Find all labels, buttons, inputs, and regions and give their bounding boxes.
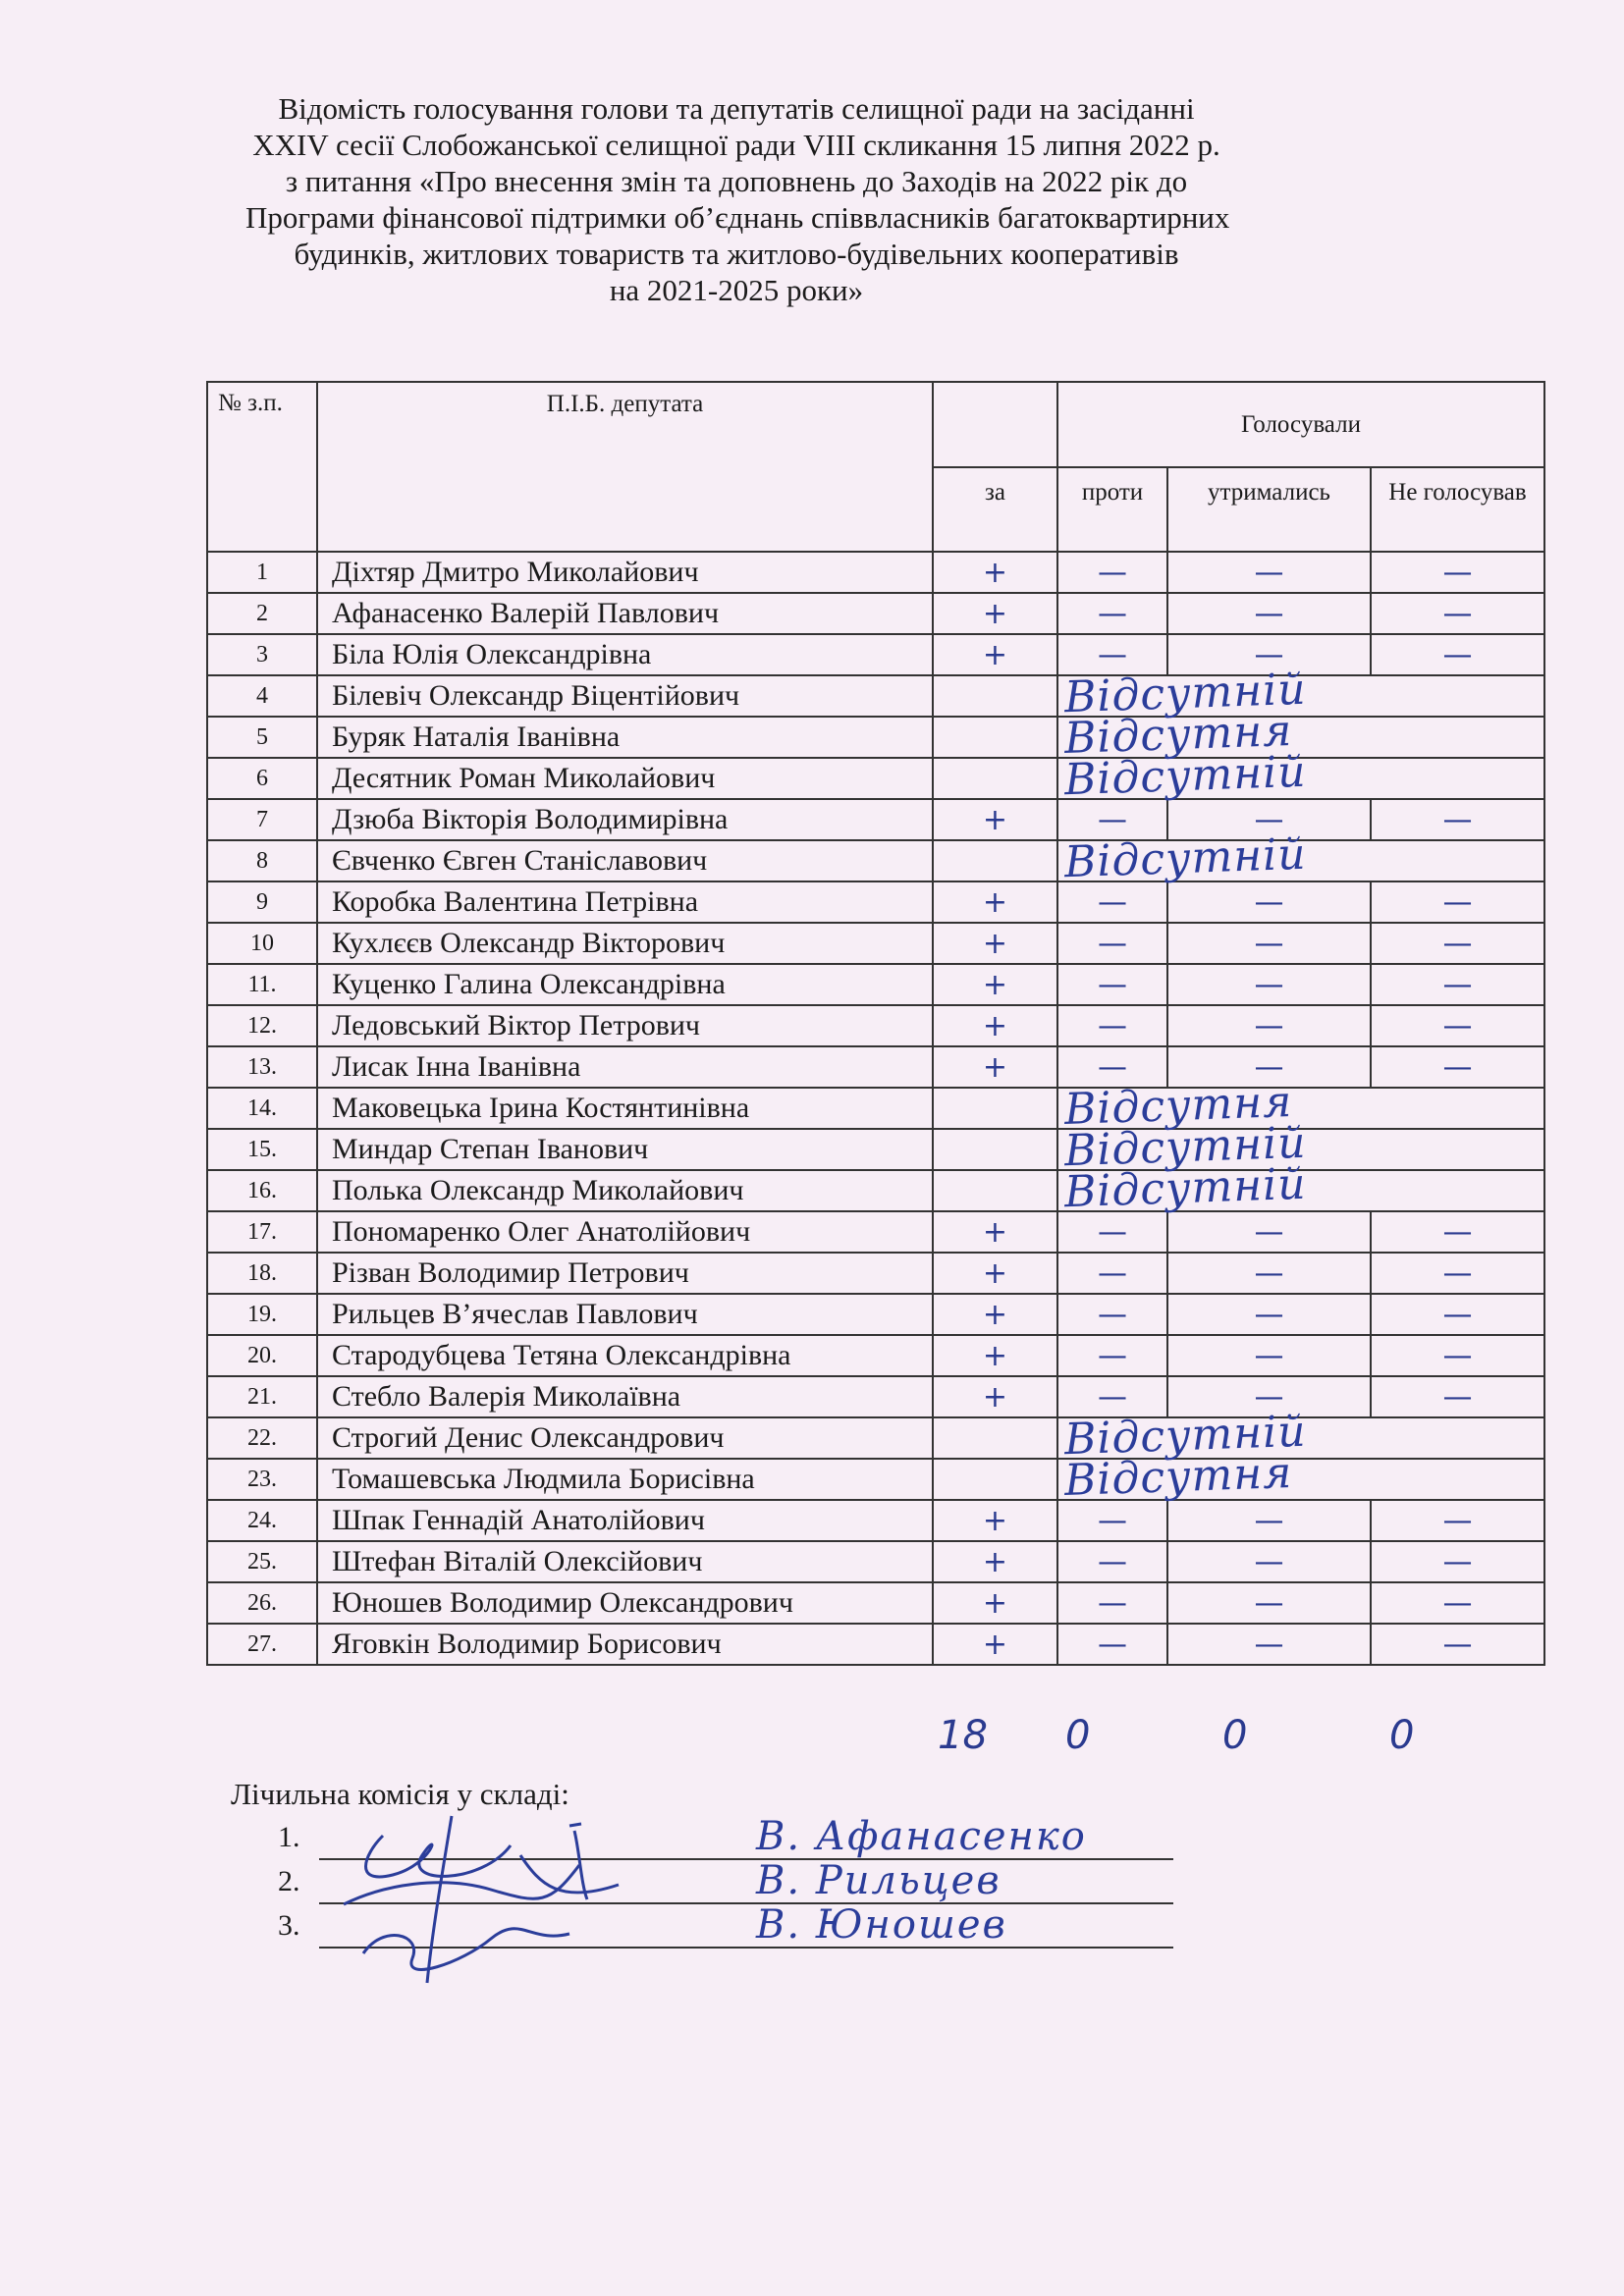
vote-ne-holosuvav: — (1371, 1582, 1544, 1624)
row-number: 21. (207, 1376, 317, 1417)
voting-table (206, 381, 1545, 1666)
row-number: 26. (207, 1582, 317, 1624)
vote-za: + (933, 881, 1057, 923)
vote-ne-holosuvav: — (1371, 1500, 1544, 1541)
vote-utrymalysia: — (1167, 1376, 1371, 1417)
vote-proty: — (1057, 1253, 1167, 1294)
vote-proty: — (1057, 1582, 1167, 1624)
absent-cell (1057, 828, 1544, 888)
table-row (207, 1582, 1544, 1624)
vote-proty: — (1057, 552, 1167, 593)
absent-note: Відсутній (1063, 1406, 1308, 1466)
vote-proty: — (1057, 964, 1167, 1005)
row-number: 11. (207, 964, 317, 1005)
deputy-name: Шпак Геннадій Анатолійович (317, 1500, 933, 1541)
vote-proty: — (1057, 1541, 1167, 1582)
row-number: 6 (207, 758, 317, 799)
deputy-name: Різван Володимир Петрович (317, 1253, 933, 1294)
voting-table-body (207, 552, 1544, 1665)
vote-za (933, 1459, 1057, 1500)
vote-ne-holosuvav: — (1371, 1541, 1544, 1582)
vote-utrymalysia: — (1167, 634, 1371, 675)
vote-za (933, 1417, 1057, 1459)
deputy-name: Маковецька Ірина Костянтинівна (317, 1088, 933, 1129)
row-number: 25. (207, 1541, 317, 1582)
col-header-proty: проти (1057, 467, 1167, 552)
handwritten-signatures (324, 1796, 717, 1993)
table-row (207, 717, 1544, 758)
vote-za: + (933, 964, 1057, 1005)
vote-za: + (933, 1294, 1057, 1335)
vote-za: + (933, 799, 1057, 840)
commission-member-name: В. Рильцев (756, 1858, 1001, 1903)
row-number: 3 (207, 634, 317, 675)
vote-proty: — (1057, 593, 1167, 634)
vote-ne-holosuvav: — (1371, 1376, 1544, 1417)
vote-utrymalysia: — (1167, 1294, 1371, 1335)
vote-proty: — (1057, 923, 1167, 964)
vote-ne-holosuvav: — (1371, 881, 1544, 923)
vote-za (933, 1129, 1057, 1170)
col-header-name: П.І.Б. депутата (317, 382, 933, 552)
vote-za (933, 1170, 1057, 1211)
absent-cell (1057, 746, 1544, 806)
vote-proty: — (1057, 1376, 1167, 1417)
vote-proty: — (1057, 1335, 1167, 1376)
vote-ne-holosuvav: — (1371, 552, 1544, 593)
title-line: з питання «Про внесення змін та доповнень до Заходів на 2022 рік до (285, 164, 1188, 198)
vote-utrymalysia: — (1167, 964, 1371, 1005)
deputy-name: Пономаренко Олег Анатолійович (317, 1211, 933, 1253)
deputy-name: Ледовський Віктор Петрович (317, 1005, 933, 1046)
table-row (207, 1335, 1544, 1376)
vote-za: + (933, 1500, 1057, 1541)
deputy-name: Коробка Валентина Петрівна (317, 881, 933, 923)
row-number: 16. (207, 1170, 317, 1211)
absent-note: Відсутня (1063, 705, 1294, 765)
vote-proty: — (1057, 1211, 1167, 1253)
vote-za (933, 840, 1057, 881)
table-row (207, 1129, 1544, 1170)
vote-utrymalysia: — (1167, 1046, 1371, 1088)
table-row (207, 1088, 1544, 1129)
vote-ne-holosuvav: — (1371, 1624, 1544, 1665)
row-number: 20. (207, 1335, 317, 1376)
deputy-name: Строгий Денис Олександрович (317, 1417, 933, 1459)
vote-za: + (933, 1253, 1057, 1294)
col-header-blank (933, 382, 1057, 467)
absent-note: Відсутній (1063, 1117, 1308, 1177)
vote-za: + (933, 1582, 1057, 1624)
total-proty: 0 (1065, 1713, 1091, 1758)
table-row (207, 881, 1544, 923)
vote-utrymalysia: — (1167, 1253, 1371, 1294)
table-row (207, 1211, 1544, 1253)
vote-za (933, 1088, 1057, 1129)
vote-ne-holosuvav: — (1371, 923, 1544, 964)
vote-za: + (933, 593, 1057, 634)
deputy-name: Буряк Наталія Іванівна (317, 717, 933, 758)
row-number: 8 (207, 840, 317, 881)
vote-za: + (933, 923, 1057, 964)
absent-note: Відсутній (1063, 664, 1308, 723)
vote-za: + (933, 1624, 1057, 1665)
title-line: Програми фінансової підтримки об’єднань співвласників багатоквартирних (245, 200, 1230, 235)
col-header-za: за (933, 467, 1057, 552)
vote-proty: — (1057, 1500, 1167, 1541)
title-line: Відомість голосування голови та депутатів селищної ради на засіданні (278, 91, 1195, 126)
vote-utrymalysia: — (1167, 1005, 1371, 1046)
table-row (207, 1376, 1544, 1417)
table-row (207, 1459, 1544, 1500)
vote-proty: — (1057, 881, 1167, 923)
table-row (207, 840, 1544, 881)
vote-ne-holosuvav: — (1371, 799, 1544, 840)
row-number: 23. (207, 1459, 317, 1500)
row-number: 27. (207, 1624, 317, 1665)
row-number: 18. (207, 1253, 317, 1294)
deputy-name: Лисак Інна Іванівна (317, 1046, 933, 1088)
vote-ne-holosuvav: — (1371, 1005, 1544, 1046)
vote-proty: — (1057, 799, 1167, 840)
total-ne-holosuvav: 0 (1389, 1713, 1415, 1758)
title-line: на 2021-2025 роки» (609, 273, 864, 307)
vote-za (933, 758, 1057, 799)
row-number: 15. (207, 1129, 317, 1170)
deputy-name: Білевіч Олександр Віцентійович (317, 675, 933, 717)
absent-note: Відсутній (1063, 746, 1308, 806)
table-row (207, 1417, 1544, 1459)
deputy-name: Євченко Євген Станіславович (317, 840, 933, 881)
vote-za (933, 675, 1057, 717)
document-title (245, 90, 1230, 308)
deputy-name: Томашевська Людмила Борисівна (317, 1459, 933, 1500)
deputy-name: Штефан Віталій Олексійович (317, 1541, 933, 1582)
vote-utrymalysia: — (1167, 799, 1371, 840)
col-header-voted: Голосували (1057, 382, 1544, 467)
table-row (207, 1624, 1544, 1665)
vote-utrymalysia: — (1167, 593, 1371, 634)
absent-note: Відсутня (1063, 1447, 1294, 1507)
table-row (207, 964, 1544, 1005)
vote-ne-holosuvav: — (1371, 593, 1544, 634)
vote-za: + (933, 1541, 1057, 1582)
vote-utrymalysia: — (1167, 1500, 1371, 1541)
col-header-utrymalysia: утримались (1167, 467, 1371, 552)
row-number: 19. (207, 1294, 317, 1335)
deputy-name: Біла Юлія Олександрівна (317, 634, 933, 675)
title-line: будинків, житлових товариств та житлово-будівельних кооперативів (294, 237, 1179, 271)
table-row (207, 1500, 1544, 1541)
deputy-name: Полька Олександр Миколайович (317, 1170, 933, 1211)
absent-note: Відсутній (1063, 828, 1308, 888)
table-row (207, 1170, 1544, 1211)
row-number: 12. (207, 1005, 317, 1046)
commission-member-number: 2. (278, 1865, 300, 1897)
commission-label: Лічильна комісія у складі: (231, 1777, 569, 1811)
table-row (207, 593, 1544, 634)
vote-utrymalysia: — (1167, 1582, 1371, 1624)
table-row (207, 552, 1544, 593)
table-row (207, 1046, 1544, 1088)
vote-za (933, 717, 1057, 758)
row-number: 9 (207, 881, 317, 923)
row-number: 4 (207, 675, 317, 717)
deputy-name: Миндар Степан Іванович (317, 1129, 933, 1170)
deputy-name: Афанасенко Валерій Павлович (317, 593, 933, 634)
total-za: 18 (938, 1713, 988, 1758)
commission-member-number: 3. (278, 1909, 300, 1942)
vote-za: + (933, 634, 1057, 675)
row-number: 22. (207, 1417, 317, 1459)
deputy-name: Десятник Роман Миколайович (317, 758, 933, 799)
vote-za: + (933, 1376, 1057, 1417)
absent-cell (1057, 1447, 1544, 1507)
vote-ne-holosuvav: — (1371, 1211, 1544, 1253)
commission-member-name: В. Юношев (756, 1902, 1007, 1948)
vote-utrymalysia: — (1167, 881, 1371, 923)
absent-note: Відсутня (1063, 1076, 1294, 1136)
deputy-name: Кухлєєв Олександр Вікторович (317, 923, 933, 964)
vote-za: + (933, 1211, 1057, 1253)
vote-utrymalysia: — (1167, 1335, 1371, 1376)
vote-ne-holosuvav: — (1371, 964, 1544, 1005)
vote-ne-holosuvav: — (1371, 1335, 1544, 1376)
deputy-name: Юношев Володимир Олександрович (317, 1582, 933, 1624)
col-header-number: № з.п. (207, 382, 317, 552)
vote-utrymalysia: — (1167, 923, 1371, 964)
vote-za: + (933, 1005, 1057, 1046)
vote-proty: — (1057, 1624, 1167, 1665)
vote-za: + (933, 1046, 1057, 1088)
table-row (207, 758, 1544, 799)
row-number: 2 (207, 593, 317, 634)
commission-member-number: 1. (278, 1821, 300, 1853)
table-row (207, 675, 1544, 717)
vote-za: + (933, 1335, 1057, 1376)
vote-utrymalysia: — (1167, 1541, 1371, 1582)
row-number: 7 (207, 799, 317, 840)
table-row (207, 923, 1544, 964)
commission-member-name: В. Афанасенко (756, 1814, 1087, 1859)
vote-ne-holosuvav: — (1371, 1046, 1544, 1088)
table-row (207, 799, 1544, 840)
table-row (207, 634, 1544, 675)
vote-utrymalysia: — (1167, 1624, 1371, 1665)
table-row (207, 1005, 1544, 1046)
vote-ne-holosuvav: — (1371, 1253, 1544, 1294)
deputy-name: Дзюба Вікторія Володимирівна (317, 799, 933, 840)
absent-cell (1057, 1158, 1544, 1218)
table-row (207, 1541, 1544, 1582)
table-row (207, 1253, 1544, 1294)
deputy-name: Стародубцева Тетяна Олександрівна (317, 1335, 933, 1376)
title-line: XXIV сесії Слобожанської селищної ради VIII скликання 15 липня 2022 р. (252, 128, 1220, 162)
total-utrymalysia: 0 (1222, 1713, 1248, 1758)
vote-proty: — (1057, 634, 1167, 675)
vote-ne-holosuvav: — (1371, 1294, 1544, 1335)
vote-proty: — (1057, 1294, 1167, 1335)
vote-utrymalysia: — (1167, 1211, 1371, 1253)
vote-proty: — (1057, 1005, 1167, 1046)
vote-proty: — (1057, 1046, 1167, 1088)
col-header-ne-holosuvav: Не голосував (1371, 467, 1544, 552)
row-number: 14. (207, 1088, 317, 1129)
vote-za: + (933, 552, 1057, 593)
row-number: 17. (207, 1211, 317, 1253)
row-number: 13. (207, 1046, 317, 1088)
deputy-name: Рильцев В’ячеслав Павлович (317, 1294, 933, 1335)
deputy-name: Стебло Валерія Миколаївна (317, 1376, 933, 1417)
deputy-name: Куценко Галина Олександрівна (317, 964, 933, 1005)
table-row (207, 1294, 1544, 1335)
row-number: 1 (207, 552, 317, 593)
row-number: 24. (207, 1500, 317, 1541)
deputy-name: Яговкін Володимир Борисович (317, 1624, 933, 1665)
vote-ne-holosuvav: — (1371, 634, 1544, 675)
vote-utrymalysia: — (1167, 552, 1371, 593)
row-number: 10 (207, 923, 317, 964)
row-number: 5 (207, 717, 317, 758)
deputy-name: Діхтяр Дмитро Миколайович (317, 552, 933, 593)
absent-note: Відсутній (1063, 1158, 1308, 1218)
